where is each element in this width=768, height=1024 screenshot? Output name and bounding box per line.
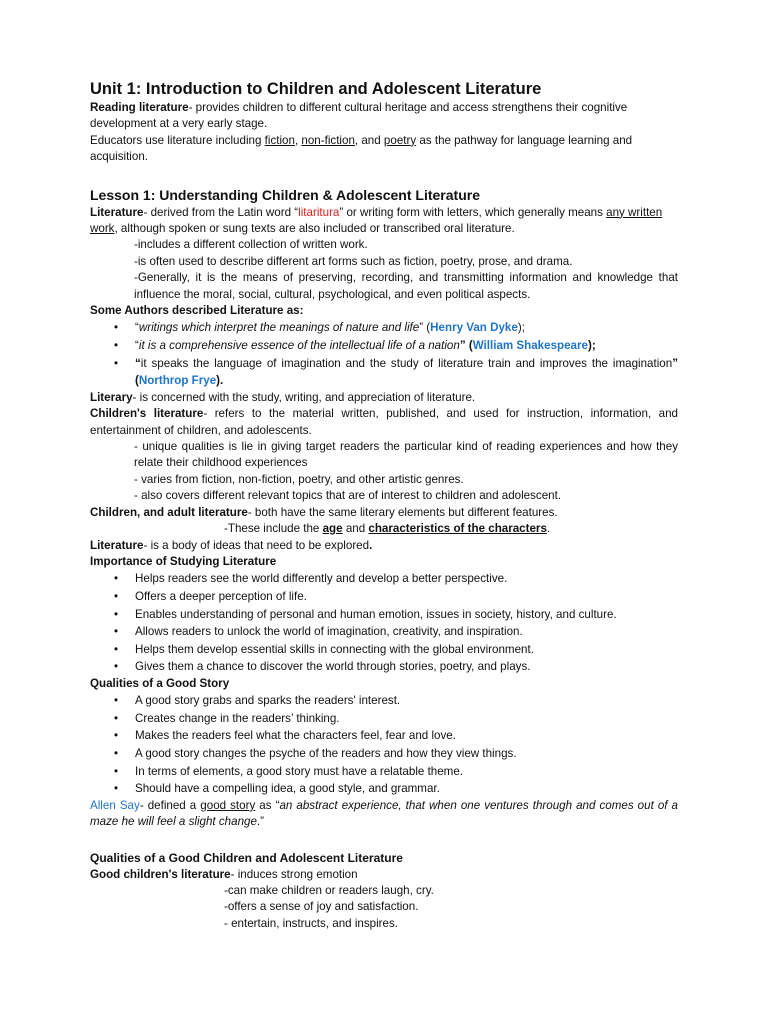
bullet-icon: • [114, 356, 119, 370]
bullet-icon: • [114, 711, 119, 725]
list-item [90, 745, 678, 763]
author-quote: it is a comprehensive essence of the intellectual life of a nation [138, 339, 460, 353]
good-childrens-literature-text: - induces strong emotion [230, 867, 358, 881]
list-item-text: Makes the readers feel what the characters feel, fear and love. [135, 729, 456, 743]
good-childrens-literature-definition [90, 867, 678, 883]
quote-mark: ” ( [459, 339, 473, 353]
list-item-text: Creates change in the readers’ thinking. [135, 711, 340, 725]
allen-say-quote: an abstract experience, that when one ventures through and comes out of a maze he will feel a slight change [90, 798, 678, 829]
bullet-icon: • [114, 625, 119, 639]
bullet-icon: • [114, 321, 119, 335]
reading-literature-label: Reading literature [90, 101, 189, 114]
literary-label: Literary [90, 390, 133, 404]
bullet-icon: • [114, 694, 119, 708]
any-written-work-term: any written work [90, 205, 663, 236]
author-name: Henry Van Dyke [430, 321, 518, 335]
nonfiction-term: non-fiction [301, 133, 355, 147]
fiction-term: fiction [264, 133, 295, 147]
good-literature-sub-point: -can make children or readers laugh, cry. [224, 884, 434, 898]
list-item [90, 658, 678, 676]
children-adult-label: Children, and adult literature [90, 505, 248, 519]
literature-sub-point: -includes a different collection of written work. [134, 238, 368, 252]
literature-sub-point: -Generally, it is the means of preserving, recording, and transmitting information and knowledge that influence the moral, social, cultural, psychological, and even political aspects. [134, 271, 678, 301]
document-page [90, 78, 678, 932]
list-item-text: A good story grabs and sparks the readers' interest. [135, 694, 401, 708]
bullet-icon: • [114, 729, 119, 743]
list-item [90, 588, 678, 606]
literature-def-text: , although spoken or sung texts are also included or transcribed oral literature. [114, 222, 515, 236]
childrens-literature-text: - refers to the material written, published, and used for instruction, information, and entertainment of children, and adolescents. [90, 407, 679, 437]
lesson-title: Lesson 1: Understanding Children & Adolescent Literature [90, 186, 480, 203]
bullet-icon: • [114, 607, 119, 621]
quote-mark: as “ [255, 798, 280, 812]
author-name: Allen Say [90, 798, 140, 812]
quote-mark: ” ( [419, 321, 431, 335]
bullet-icon: • [114, 660, 119, 674]
list-item-text: Helps them develop essential skills in connecting with the global environment. [135, 642, 534, 656]
children-adult-sub-text: -These include the [224, 522, 323, 536]
author-name: Northrop Frye [138, 374, 217, 388]
bullet-icon: • [114, 572, 119, 586]
separator: and [342, 522, 369, 536]
punctuation: ); [587, 339, 596, 353]
educators-text-end: as the pathway for language learning and acquisition. [90, 133, 633, 164]
poetry-term: poetry [383, 133, 417, 147]
authors-heading: Some Authors described Literature as: [90, 304, 304, 318]
age-term: age [322, 522, 343, 536]
importance-list [90, 570, 678, 676]
literary-text: - is concerned with the study, writing, and appreciation of literature. [132, 390, 476, 404]
bullet-icon: • [114, 589, 119, 603]
list-item [90, 337, 678, 355]
list-item [90, 641, 678, 659]
quote-mark: “ [135, 339, 139, 353]
quote-mark: .” [256, 815, 265, 829]
list-item [90, 319, 678, 337]
childrens-literature-sub-point: - unique qualities is lie in giving target readers the particular kind of reading experiences and how they relate their childhood experiences [134, 440, 678, 470]
list-item [90, 355, 678, 390]
bullet-icon: • [114, 339, 119, 353]
educators-paragraph [90, 133, 678, 166]
author-quote: it speaks the language of imagination and the study of literature train and improves the imagination [140, 356, 673, 370]
literature-def-text: ” or writing form with letters, which generally means [339, 205, 607, 219]
children-adult-sub-point [90, 521, 678, 537]
literature-def-text: - derived from the Latin word “ [143, 205, 299, 219]
bullet-icon: • [114, 642, 119, 656]
literature-label: Literature [90, 205, 144, 219]
literature-definition [90, 205, 678, 238]
good-story-heading: Qualities of a Good Story [90, 676, 230, 690]
allen-say-text: - defined a [139, 798, 201, 812]
children-adult-literature-definition [90, 505, 678, 521]
punctuation: ). [216, 374, 224, 388]
quote-mark: ” ( [135, 356, 678, 388]
list-item-text: Helps readers see the world differently and develop a better perspective. [135, 572, 508, 586]
list-item [90, 692, 678, 710]
childrens-literature-sub-point: - also covers different relevant topics that are of interest to children and adolescent. [134, 489, 562, 503]
children-adult-text: - both have the same literary elements but different features. [247, 505, 558, 519]
quote-mark: “ [135, 356, 141, 370]
author-name: William Shakespeare [472, 339, 588, 353]
literature-body-text: - is a body of ideas that need to be explored [143, 538, 370, 552]
bullet-icon: • [114, 747, 119, 761]
allen-say-definition [90, 798, 678, 831]
unit-title: Unit 1: Introduction to Children and Adolescent Literature [90, 80, 542, 98]
list-item-text: A good story changes the psyche of the readers and how they view things. [135, 747, 517, 761]
educators-text: Educators use literature including [90, 133, 265, 147]
literature-label: Literature [90, 538, 144, 552]
separator: , and [354, 133, 384, 147]
list-item [90, 763, 678, 781]
list-item [90, 623, 678, 641]
list-item [90, 710, 678, 728]
good-literature-sub-point: - entertain, instructs, and inspires. [224, 916, 398, 930]
list-item [90, 780, 678, 798]
quote-mark: “ [135, 321, 139, 335]
list-item-text: Allows readers to unlock the world of imagination, creativity, and inspiration. [135, 625, 523, 639]
list-item-text: Gives them a chance to discover the world through stories, poetry, and plays. [135, 660, 531, 674]
characteristics-term: characteristics of the characters [368, 522, 547, 536]
list-item [90, 606, 678, 624]
bullet-icon: • [114, 764, 119, 778]
good-story-list [90, 692, 678, 798]
bullet-icon: • [114, 782, 119, 796]
punctuation: ); [517, 321, 525, 335]
childrens-literature-definition [90, 406, 678, 439]
separator: , [294, 133, 302, 147]
list-item-text: Offers a deeper perception of life. [135, 589, 307, 603]
authors-list [90, 319, 678, 389]
reading-literature-paragraph [90, 100, 678, 133]
childrens-literature-label: Children's literature [90, 407, 204, 421]
literature-body-definition [90, 538, 678, 554]
good-story-term: good story [200, 798, 256, 812]
list-item [90, 570, 678, 588]
literary-definition [90, 390, 678, 406]
punctuation: . [546, 522, 551, 536]
good-literature-sub-point: -offers a sense of joy and satisfaction. [224, 900, 419, 914]
author-quote: writings which interpret the meanings of nature and life [138, 321, 420, 335]
importance-heading: Importance of Studying Literature [90, 554, 277, 568]
reading-literature-text: - provides children to different cultural heritage and access strengthens their cognitive development at a very early stage. [90, 101, 628, 131]
list-item-text: In terms of elements, a good story must have a relatable theme. [135, 764, 464, 778]
punctuation: . [369, 538, 373, 552]
childrens-literature-sub-point: - varies from fiction, non-fiction, poetry, and other artistic genres. [134, 472, 464, 486]
list-item-text: Should have a compelling idea, a good style, and grammar. [135, 782, 440, 796]
list-item-text: Enables understanding of personal and human emotion, issues in society, history, and culture. [135, 607, 617, 621]
good-literature-heading: Qualities of a Good Children and Adolescent Literature [90, 850, 403, 865]
latin-word: litaritura [298, 205, 340, 219]
good-childrens-literature-label: Good children's literature [90, 867, 231, 881]
literature-sub-point: -is often used to describe different art forms such as fiction, poetry, prose, and drama. [134, 254, 573, 268]
list-item [90, 727, 678, 745]
